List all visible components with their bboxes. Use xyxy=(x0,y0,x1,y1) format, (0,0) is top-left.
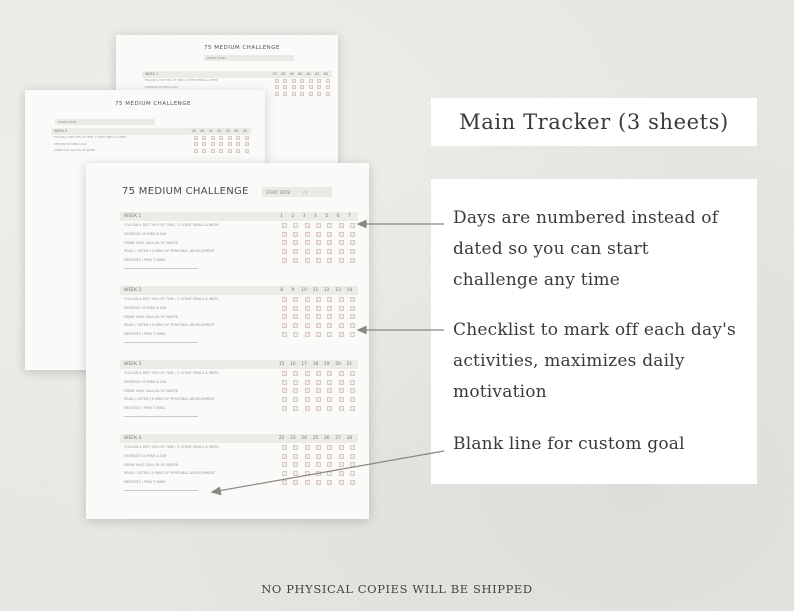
task-label: READ / LISTEN 10 MINS OF PERSONAL DEVELOPMENT xyxy=(124,471,215,476)
day-number: 60 xyxy=(298,72,303,77)
task-label: EXERCISE 45 MINS A DAY xyxy=(54,142,87,146)
start-date-label: START DATE: xyxy=(207,56,227,60)
day-number: 9 xyxy=(291,288,295,293)
task-label: FOLLOW A DIET 90% OF TIME / 2 CHEAT MEALS A WEEK xyxy=(145,79,218,83)
task-label: FOLLOW A DIET 90% OF TIME / 2 CHEAT MEALS A WEEK xyxy=(124,297,219,302)
day-number: 30 xyxy=(200,129,205,134)
task-label: FOLLOW A DIET 90% OF TIME / 2 CHEAT MEALS A WEEK xyxy=(124,223,219,228)
task-label: FOLLOW A DIET 90% OF TIME / 2 CHEAT MEALS A WEEK xyxy=(124,445,219,450)
day-number: 2 xyxy=(291,214,295,219)
day-number: 58 xyxy=(281,72,286,77)
callout-checklist: Checklist to mark off each day's activities, maximizes daily motivation xyxy=(453,320,736,402)
heading-text: Main Tracker (3 sheets) xyxy=(459,109,729,134)
day-number: 63 xyxy=(323,72,328,77)
day-number: 33 xyxy=(225,129,230,134)
day-number: 1 xyxy=(280,214,283,219)
task-label: DRINK HALF GALLON OF WATER xyxy=(124,314,178,319)
day-number: 11 xyxy=(312,288,319,293)
task-label: EXERCISE 45 MINS A DAY xyxy=(145,85,178,89)
day-number: 32 xyxy=(217,129,222,134)
week-label: WEEK 5 xyxy=(54,129,68,134)
sheet-title: 75 MEDIUM CHALLENGE xyxy=(115,101,192,107)
day-number: 27 xyxy=(335,436,341,441)
day-number: 31 xyxy=(208,129,213,134)
day-number: 22 xyxy=(278,436,285,441)
task-label: MEDITATE / PRAY 5 MINS xyxy=(124,332,166,337)
day-number: 19 xyxy=(324,362,330,367)
task-label: MEDITATE / PRAY 5 MINS xyxy=(124,258,166,263)
day-number: 34 xyxy=(234,129,239,134)
sheet-title: 75 MEDIUM CHALLENGE xyxy=(204,45,281,51)
day-number: 3 xyxy=(302,214,306,219)
start-date-label: START DATE: xyxy=(58,120,78,124)
day-number: 18 xyxy=(312,362,319,367)
task-label: DRINK HALF GALLON OF WATER xyxy=(124,388,178,393)
task-label: EXERCISE 45 MINS A DAY xyxy=(124,306,167,311)
day-number: 5 xyxy=(325,214,329,219)
day-number: 10 xyxy=(301,288,307,293)
task-label: DRINK HALF GALLON OF WATER xyxy=(124,240,178,245)
task-label: MEDITATE / PRAY 5 MINS xyxy=(124,406,166,411)
footer-disclaimer: NO PHYSICAL COPIES WILL BE SHIPPED xyxy=(261,582,533,596)
start-date-label: START DATE: xyxy=(266,189,292,195)
day-number: 17 xyxy=(301,362,307,367)
task-label: READ / LISTEN 10 MINS OF PERSONAL DEVELOPMENT xyxy=(124,249,215,254)
week-label: WEEK 2 xyxy=(124,288,142,293)
task-label: DRINK HALF GALLON OF WATER xyxy=(124,462,178,467)
task-label: DRINK HALF GALLON OF WATER xyxy=(54,149,96,153)
task-label: MEDITATE / PRAY 5 MINS xyxy=(124,480,166,485)
day-number: 29 xyxy=(191,129,196,134)
callout-days-numbered: Days are numbered instead of dated so you can start challenge any time xyxy=(453,208,719,290)
day-number: 4 xyxy=(314,214,317,219)
arrow-head-checklist xyxy=(358,327,366,334)
day-number: 12 xyxy=(324,288,330,293)
day-number: 23 xyxy=(290,436,296,441)
day-number: 6 xyxy=(336,214,340,219)
task-label: FOLLOW A DIET 90% OF TIME / 2 CHEAT MEALS A WEEK xyxy=(124,371,219,376)
day-number: 35 xyxy=(242,129,247,134)
day-number: 26 xyxy=(324,436,330,441)
sheet-title: 75 MEDIUM CHALLENGE xyxy=(122,186,249,197)
day-number: 7 xyxy=(347,214,351,219)
day-number: 14 xyxy=(346,288,353,293)
task-label: EXERCISE 45 MINS A DAY xyxy=(124,454,167,459)
day-number: 57 xyxy=(272,72,277,77)
task-label: EXERCISE 45 MINS A DAY xyxy=(124,380,167,385)
week-label: WEEK 1 xyxy=(145,72,159,77)
day-number: 13 xyxy=(335,288,341,293)
day-number: 25 xyxy=(312,436,319,441)
day-number: 8 xyxy=(280,288,283,293)
week-label: WEEK 3 xyxy=(124,362,142,367)
task-label: EXERCISE 45 MINS A DAY xyxy=(124,232,167,237)
callout-blank-line: Blank line for custom goal xyxy=(453,434,685,454)
day-number: 16 xyxy=(290,362,296,367)
day-number: 59 xyxy=(289,72,294,77)
week-label: WEEK 1 xyxy=(124,214,142,219)
arrow-line-blank xyxy=(218,451,444,491)
arrow-head-days xyxy=(358,221,366,228)
task-label: FOLLOW A DIET 90% OF TIME / 2 CHEAT MEALS A WEEK xyxy=(54,136,127,140)
day-number: 61 xyxy=(306,72,311,77)
day-number: 15 xyxy=(278,362,285,367)
day-number: 28 xyxy=(346,436,353,441)
day-number: 24 xyxy=(301,436,307,441)
task-label: READ / LISTEN 10 MINS OF PERSONAL DEVELOPMENT xyxy=(124,397,215,402)
day-number: 20 xyxy=(335,362,341,367)
start-date-value: / / xyxy=(303,189,308,195)
task-label: READ / LISTEN 10 MINS OF PERSONAL DEVELOPMENT xyxy=(124,323,215,328)
day-number: 62 xyxy=(315,72,320,77)
week-label: WEEK 4 xyxy=(124,436,142,441)
arrow-head-blank xyxy=(212,488,221,495)
day-number: 21 xyxy=(346,362,353,367)
